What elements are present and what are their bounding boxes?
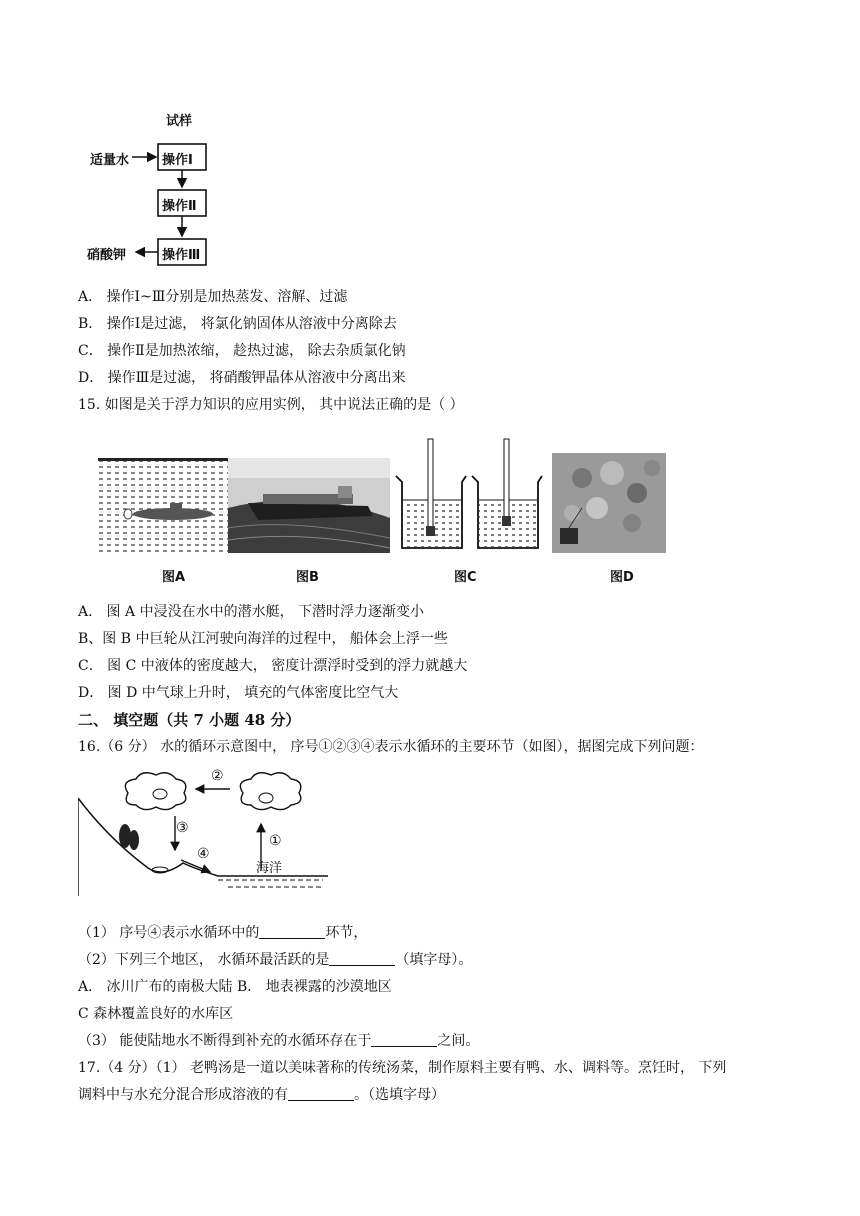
figure-d-caption: 图D — [610, 570, 634, 585]
q15-option-b: B、图 B 中巨轮从江河驶向海洋的过程中， 船体会上浮一些 — [78, 631, 448, 647]
q17-line2-tail: 。（选填字母） — [354, 1087, 445, 1103]
q17-line1: 17.（4 分）（1） 老鸭汤是一道以美味著称的传统汤菜，制作原料主要有鸭、水、调料等。烹饪时， 下列 — [78, 1060, 727, 1076]
q14-option-a: A． 操作Ⅰ~Ⅲ分别是加热蒸发、溶解、过滤 — [78, 289, 348, 305]
q14-option-b: B． 操作Ⅰ是过滤， 将氯化钠固体从溶液中分离除去 — [78, 316, 397, 332]
q16-option-c: C 森林覆盖良好的水库区 — [78, 1006, 234, 1022]
flowchart-op2: 操作Ⅱ — [162, 199, 197, 214]
flowchart-op1: 操作Ⅰ — [162, 153, 193, 168]
q16-sub3-tail: 之间。 — [437, 1033, 480, 1049]
figure-c-caption: 图C — [454, 570, 477, 585]
figure-a-submarine — [98, 458, 228, 553]
q14-option-d: D． 操作Ⅲ是过滤， 将硝酸钾晶体从溶液中分离出来 — [78, 370, 406, 386]
q16-sub2 — [78, 951, 472, 969]
water-cycle-label-2: ② — [211, 768, 224, 784]
water-cycle-diagram — [78, 768, 328, 898]
q16-sub2-tail: （填字母）。 — [395, 952, 473, 968]
figure-d-balloon — [552, 453, 666, 553]
q17-line2 — [78, 1086, 445, 1104]
q15-option-a: A． 图 A 中浸没在水中的潜水艇， 下潜时浮力逐渐变小 — [78, 604, 425, 620]
q15-option-d: D． 图 D 中气球上升时， 填充的气体密度比空气大 — [78, 685, 399, 701]
q16-sub1-blank[interactable] — [259, 924, 325, 939]
section-title: 二、 填空题（共 7 小题 48 分） — [78, 711, 301, 729]
figure-b-ship — [228, 458, 390, 553]
q16-stem: 16.（6 分） 水的循环示意图中， 序号①②③④表示水循环的主要环节（如图），据图完成下列问题： — [78, 739, 704, 755]
q16-sub3-blank[interactable] — [371, 1032, 437, 1047]
q16-options-ab: A． 冰川广布的南极大陆 B． 地表裸露的沙漠地区 — [78, 979, 392, 995]
water-cycle-ocean-label: 海洋 — [256, 861, 283, 876]
q14-option-c: C． 操作Ⅱ是加热浓缩， 趁热过滤， 除去杂质氯化钠 — [78, 343, 406, 359]
q16-sub1-text: （1） 序号④表示水循环中的 — [78, 925, 260, 941]
q16-sub1 — [78, 924, 367, 942]
flowchart-op3: 操作Ⅲ — [162, 248, 201, 263]
water-cycle-label-1: ① — [269, 833, 282, 849]
q16-sub2-text: （2）下列三个地区， 水循环最活跃的是 — [78, 952, 330, 968]
figure-a-caption: 图A — [162, 570, 186, 585]
q16-sub1-tail: 环节， — [325, 925, 368, 941]
flowchart-output-label: 硝酸钾 — [87, 248, 127, 263]
figure-c-hydrometers — [392, 436, 544, 553]
q16-sub3 — [78, 1032, 479, 1050]
flowchart-input-label: 适量水 — [90, 153, 130, 168]
figure-b-caption: 图B — [296, 570, 319, 585]
water-cycle-label-3: ③ — [176, 820, 189, 836]
q16-sub2-blank[interactable] — [329, 951, 395, 966]
q17-blank[interactable] — [288, 1086, 354, 1101]
q16-sub3-text: （3） 能使陆地水不断得到补充的水循环存在于 — [78, 1033, 372, 1049]
q15-option-c: C． 图 C 中液体的密度越大， 密度计漂浮时受到的浮力就越大 — [78, 658, 468, 674]
flowchart-top-label: 试样 — [166, 114, 193, 129]
q15-stem: 15. 如图是关于浮力知识的应用实例， 其中说法正确的是（ ） — [78, 397, 464, 413]
q17-line2-text: 调料中与水充分混合形成溶液的有 — [78, 1087, 288, 1103]
water-cycle-label-4: ④ — [197, 846, 210, 862]
